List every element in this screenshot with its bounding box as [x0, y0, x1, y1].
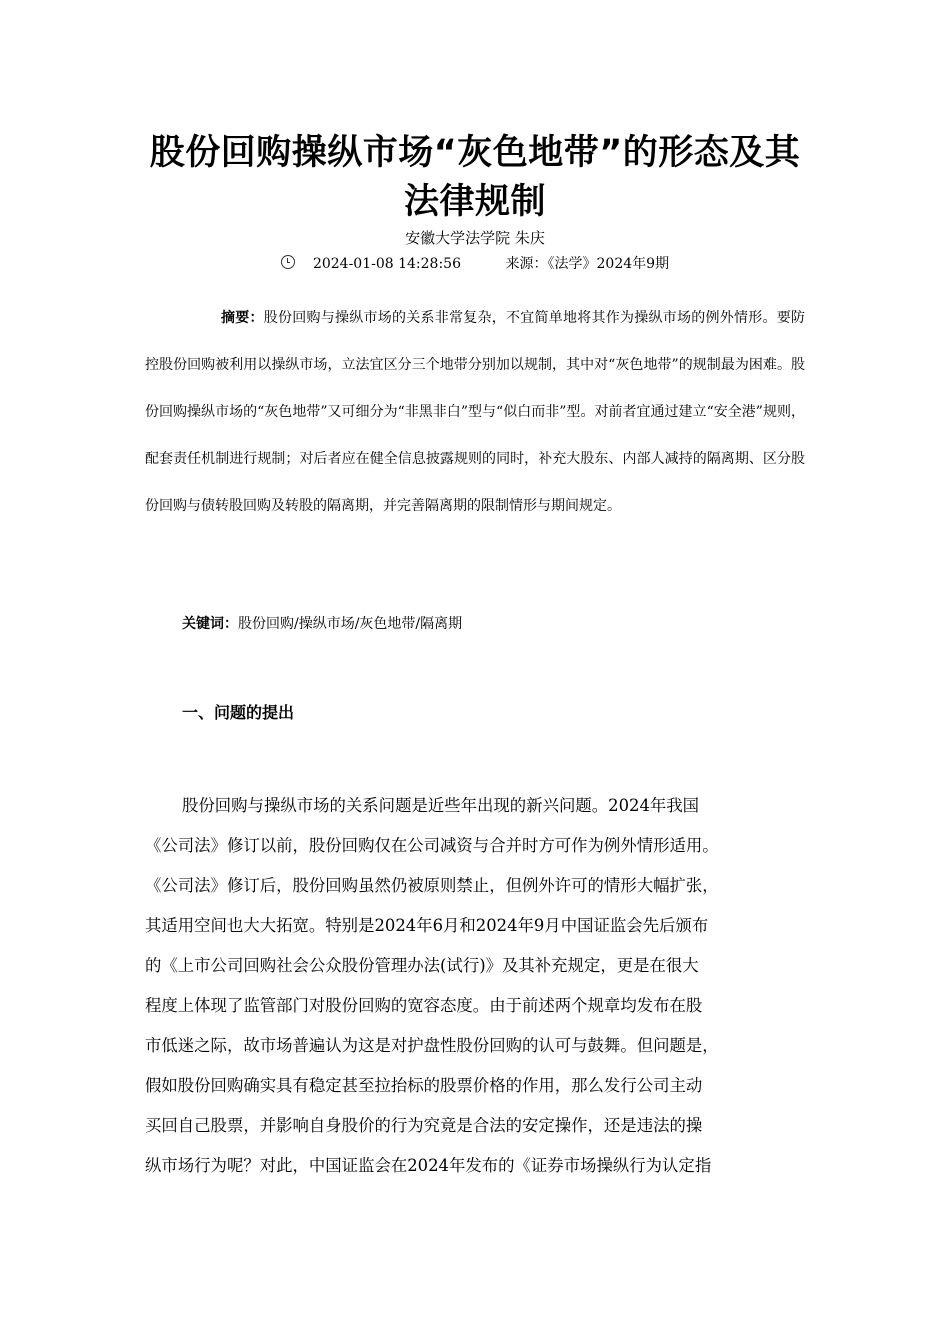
keywords-label: 关键词： — [182, 616, 238, 632]
abstract-label: 摘要： — [221, 310, 264, 326]
body-line: 市低迷之际，故市场普遍认为这是对护盘性股份回购的认可与鼓舞。但问题是， — [145, 1036, 719, 1055]
body-line: 股份回购与操纵市场的关系问题是近些年出现的新兴问题。2024年我国 — [182, 796, 700, 815]
body-line: 纵市场行为呢？对此，中国证监会在2024年发布的《证券市场操纵行为认定指 — [145, 1156, 712, 1175]
article-source: 来源：《法学》2024年9期 — [505, 256, 670, 272]
body-line: 程度上体现了监管部门对股份回购的宽容态度。由于前述两个规章均发布在股 — [145, 996, 703, 1015]
abstract-text: 股份回购与操纵市场的关系非常复杂，不宜简单地将其作为操纵市场的例外情形。要防控股份回购被利用以操纵市场，立法宜区分三个地带分别加以规制，其中对“灰色地带”的规制最为困难。股份回购操纵市场的“灰色地带”又可细分为“非黑非白”型与“似白而非”型。对前者宜通过建立“安全港”规则，配套责任机制进行规制；对后者应在健全信息披露规则的同时，补充大股东、内部人减持的隔离期、区分股份回购与债转股回购及转股的隔离期，并完善隔离期的限制情形与期间规定。 — [145, 310, 805, 514]
body-line: 《公司法》修订后，股份回购虽然仍被原则禁止，但例外许可的情形大幅扩张， — [145, 876, 719, 895]
author-affiliation: 安徽大学法学院 朱庆 — [405, 229, 545, 247]
keywords-text: 股份回购/操纵市场/灰色地带/隔离期 — [238, 616, 463, 632]
keywords — [182, 612, 462, 636]
section-heading: 一、问题的提出 — [182, 703, 295, 722]
article-meta — [0, 254, 950, 274]
article-title-line-2: 法律规制 — [403, 182, 546, 222]
publish-datetime: 2024-01-08 14:28:56 — [312, 256, 461, 272]
article-title-line-1: 股份回购操纵市场“灰色地带”的形态及其 — [149, 133, 801, 173]
abstract-paragraph — [145, 295, 805, 530]
body-line: 《公司法》修订以前，股份回购仅在公司减资与合并时方可作为例外情形适用。 — [145, 836, 719, 855]
clock-icon — [281, 255, 295, 269]
body-line: 的《上市公司回购社会公众股份管理办法(试行)》及其补充规定，更是在很大 — [145, 956, 699, 975]
body-line: 假如股份回购确实具有稳定甚至拉抬标的股票价格的作用，那么发行公司主动 — [145, 1076, 703, 1095]
body-line: 其适用空间也大大拓宽。特别是2024年6月和2024年9月中国证监会先后颁布 — [145, 916, 709, 935]
body-line: 买回自己股票，并影响自身股价的行为究竟是合法的安定操作，还是违法的操 — [145, 1116, 703, 1135]
